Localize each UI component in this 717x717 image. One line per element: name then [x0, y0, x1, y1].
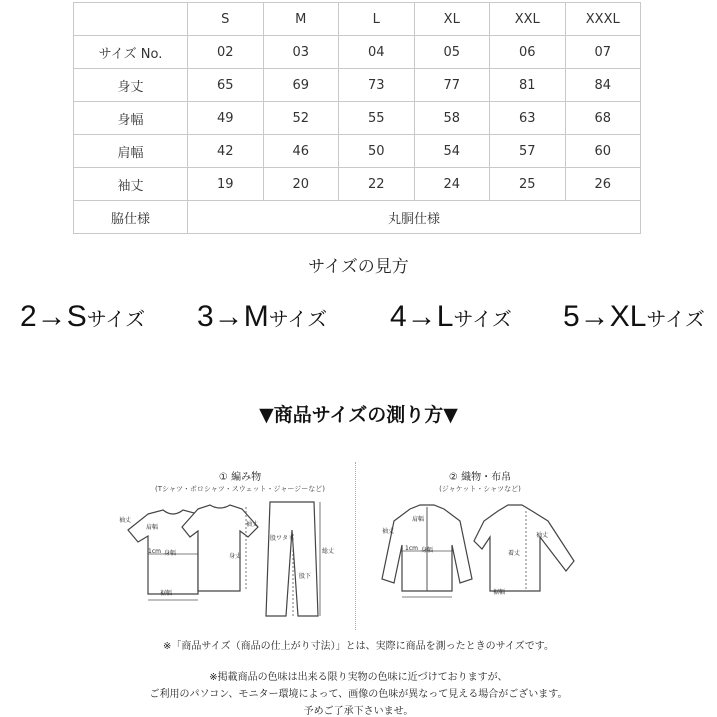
- label-jacket-hem: 裾幅: [493, 589, 506, 596]
- table-corner-cell: [74, 3, 188, 36]
- header-size-xxl: XXL: [490, 3, 566, 36]
- table-footer-row: [74, 201, 641, 234]
- note-color-2: ご利用のパソコン、モニター環境によって、画像の色味が異なって見える場合がございます。: [149, 689, 568, 700]
- note-size-definition: ※「商品サイズ（商品の仕上がり寸法）」とは、実際に商品を測ったときのサイズです。: [163, 641, 554, 652]
- table-cell: 05: [414, 36, 490, 69]
- mapping-size: L: [436, 300, 454, 333]
- table-cell: 50: [339, 135, 415, 168]
- header-size-m: M: [263, 3, 339, 36]
- knit-subcaption: (Tシャツ・ポロシャツ・スウェット・ジャージーなど): [155, 485, 325, 493]
- table-cell: 65: [188, 69, 264, 102]
- size-table: [73, 2, 641, 234]
- size-guide-title: サイズの見方: [308, 257, 409, 277]
- row-label: 袖丈: [74, 168, 188, 201]
- label-sleeve: 袖丈: [119, 517, 132, 524]
- table-cell: 24: [414, 168, 490, 201]
- table-cell: 26: [565, 168, 641, 201]
- mapping-number: 4→: [390, 300, 437, 333]
- row-label: 脇仕様: [74, 201, 188, 234]
- table-cell: 03: [263, 36, 339, 69]
- label-chest: 身幅: [164, 550, 177, 557]
- knit-caption: ① 編み物: [218, 472, 262, 483]
- table-cell: 42: [188, 135, 264, 168]
- mapping-suffix: サイズ: [268, 309, 328, 331]
- row-label: 身幅: [74, 102, 188, 135]
- label-jacket-1cm: 1cm: [405, 545, 418, 552]
- mapping-suffix: サイズ: [453, 309, 512, 331]
- label-length: 身丈: [229, 553, 242, 560]
- label-sleeve-right: 袖丈: [246, 521, 259, 528]
- table-cell: 58: [414, 102, 490, 135]
- row-label: 肩幅: [74, 135, 188, 168]
- table-row: [74, 135, 641, 168]
- table-cell: 63: [490, 102, 566, 135]
- header-size-l: L: [339, 3, 415, 36]
- table-cell: 02: [188, 36, 264, 69]
- label-shoulder: 肩幅: [146, 524, 159, 531]
- table-cell: 68: [565, 102, 641, 135]
- label-hem: 裾幅: [160, 590, 173, 597]
- woven-subcaption: (ジャケット・シャツなど): [439, 485, 521, 493]
- measure-title: ▼商品サイズの測り方▼: [259, 404, 458, 426]
- label-inseam: 股下: [299, 573, 312, 580]
- table-row: [74, 36, 641, 69]
- label-jacket-sleeve: 袖丈: [382, 528, 395, 535]
- table-cell: 19: [188, 168, 264, 201]
- table-cell: 04: [339, 36, 415, 69]
- label-1cm: 1cm: [148, 548, 161, 555]
- table-cell: 73: [339, 69, 415, 102]
- size-mapping-l: [390, 300, 512, 334]
- side-seam-spec: 丸胴仕様: [188, 201, 641, 234]
- mapping-size: XL: [609, 300, 647, 333]
- size-mapping-s: [20, 300, 145, 334]
- pants-illustration: [262, 500, 322, 618]
- label-jacket-chest: 身幅: [421, 547, 434, 554]
- row-label: サイズ No.: [74, 36, 188, 69]
- header-size-xl: XL: [414, 3, 490, 36]
- table-cell: 77: [414, 69, 490, 102]
- table-cell: 20: [263, 168, 339, 201]
- woven-caption: ② 織物・布帛: [448, 472, 512, 483]
- table-cell: 81: [490, 69, 566, 102]
- jacket-back-illustration: [470, 505, 580, 597]
- table-cell: 25: [490, 168, 566, 201]
- table-cell: 49: [188, 102, 264, 135]
- size-mapping-m: [197, 300, 327, 334]
- mapping-number: 3→: [197, 300, 244, 333]
- label-total-length: 総丈: [322, 548, 335, 555]
- row-label: 身丈: [74, 69, 188, 102]
- table-cell: 07: [565, 36, 641, 69]
- section-divider: [355, 462, 356, 630]
- table-cell: 69: [263, 69, 339, 102]
- mapping-number: 5→: [563, 300, 610, 333]
- table-row: [74, 102, 641, 135]
- table-header-row: [74, 3, 641, 36]
- note-color-1: ※掲載商品の色味は出来る限り実物の色味に近づけておりますが、: [209, 672, 508, 683]
- label-jacket-shoulder: 肩幅: [412, 516, 425, 523]
- header-size-xxxl: XXXL: [565, 3, 641, 36]
- table-row: [74, 69, 641, 102]
- mapping-number: 2→: [20, 300, 67, 333]
- mapping-suffix: サイズ: [646, 309, 705, 331]
- mapping-size: M: [243, 300, 269, 333]
- table-cell: 06: [490, 36, 566, 69]
- header-size-s: S: [188, 3, 264, 36]
- label-jacket-sleeve-right: 袖丈: [536, 532, 549, 539]
- mapping-size: S: [66, 300, 87, 333]
- table-cell: 46: [263, 135, 339, 168]
- table-cell: 52: [263, 102, 339, 135]
- mapping-suffix: サイズ: [86, 309, 146, 331]
- label-jacket-length: 着丈: [508, 550, 521, 557]
- table-cell: 84: [565, 69, 641, 102]
- table-cell: 60: [565, 135, 641, 168]
- table-cell: 55: [339, 102, 415, 135]
- table-row: [74, 168, 641, 201]
- table-cell: 22: [339, 168, 415, 201]
- table-cell: 54: [414, 135, 490, 168]
- label-rise: 股ワタリ: [270, 535, 294, 542]
- table-cell: 57: [490, 135, 566, 168]
- note-color-3: 予めご了承下さいませ。: [303, 706, 414, 717]
- size-mapping-xl: [563, 300, 705, 334]
